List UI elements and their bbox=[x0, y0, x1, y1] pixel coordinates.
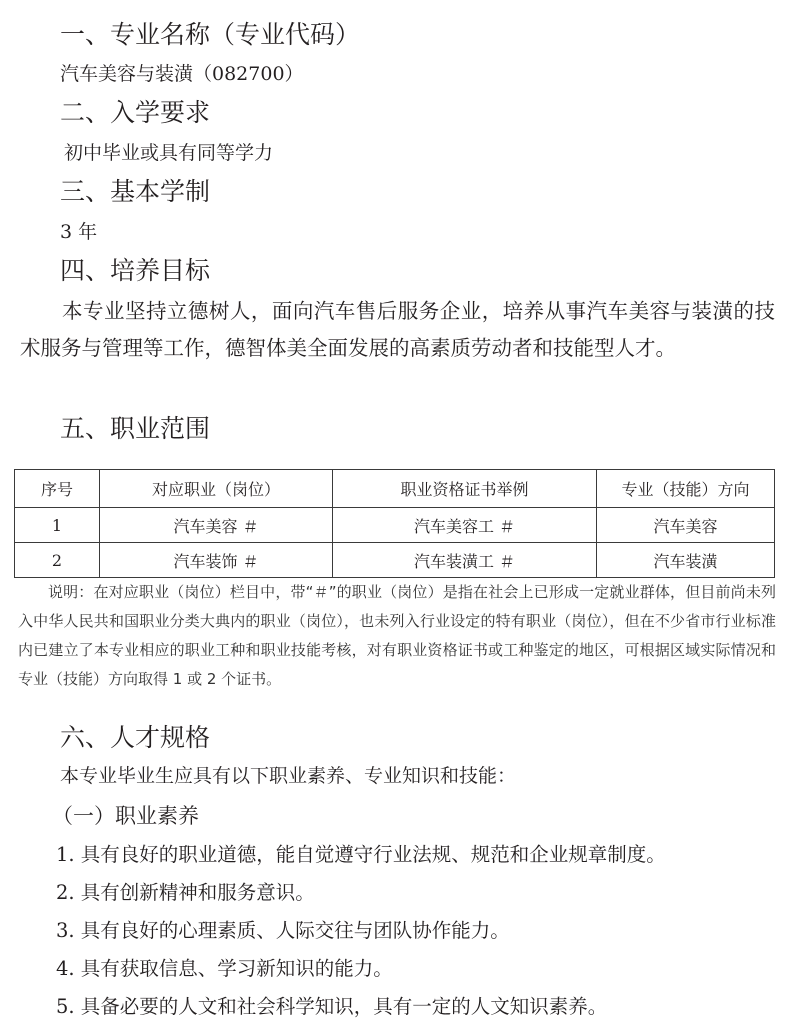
table-row bbox=[15, 543, 775, 578]
table-row bbox=[15, 508, 775, 543]
list-item: 3. 具有良好的心理素质、人际交往与团队协作能力。 bbox=[56, 919, 510, 942]
column-header: 专业（技能）方向 bbox=[597, 470, 775, 508]
heading-objective: 四、培养目标 bbox=[60, 256, 211, 285]
talent-spec-intro: 本专业毕业生应具有以下职业素养、专业知识和技能： bbox=[60, 765, 517, 787]
list-item: 5. 具备必要的人文和社会科学知识，具有一定的人文知识素养。 bbox=[56, 995, 608, 1018]
table-cell: 1 bbox=[15, 508, 100, 543]
column-header: 序号 bbox=[15, 470, 100, 508]
heading-major-name: 一、专业名称（专业代码） bbox=[60, 20, 361, 49]
duration-value: 3 年 bbox=[60, 221, 98, 243]
list-item: 1. 具有良好的职业道德，能自觉遵守行业法规、规范和企业规章制度。 bbox=[56, 843, 666, 866]
table-cell: 汽车美容 ＃ bbox=[100, 508, 333, 543]
heading-admission: 二、入学要求 bbox=[60, 98, 211, 127]
table-cell: 汽车装潢工 ＃ bbox=[333, 543, 597, 578]
table-cell: 汽车装饰 ＃ bbox=[100, 543, 333, 578]
career-table bbox=[14, 469, 775, 578]
table-cell: 汽车美容工 ＃ bbox=[333, 508, 597, 543]
admission-value: 初中毕业或具有同等学力 bbox=[64, 142, 274, 164]
table-note: 说明：在对应职业（岗位）栏目中，带“＃”的职业（岗位）是指在社会上已形成一定就业群体，但目前尚未列入中华人民共和国职业分类大典内的职业（岗位），也未列入行业设定的特有职业（岗位），但在不少省市行业标准内已建立了本专业相应的职业工种和职业技能考核，对有职业资格证书或工种鉴定的地区，可根据区域实际情况和专业（技能）方向取得 1 或 2 个证书。 bbox=[18, 583, 776, 688]
list-item: 2. 具有创新精神和服务意识。 bbox=[56, 881, 315, 904]
table-cell: 汽车装潢 bbox=[597, 543, 775, 578]
column-header: 对应职业（岗位） bbox=[100, 470, 333, 508]
objective-paragraph: 本专业坚持立德树人，面向汽车售后服务企业，培养从事汽车美容与装潢的技术服务与管理等工作，德智体美全面发展的高素质劳动者和技能型人才。 bbox=[20, 299, 775, 360]
table-cell: 2 bbox=[15, 543, 100, 578]
heading-talent-spec: 六、人才规格 bbox=[60, 723, 211, 752]
heading-duration: 三、基本学制 bbox=[60, 177, 211, 206]
major-name-value: 汽车美容与装潢（082700） bbox=[60, 63, 304, 85]
table-header-row bbox=[15, 470, 775, 508]
column-header: 职业资格证书举例 bbox=[333, 470, 597, 508]
list-item: 4. 具有获取信息、学习新知识的能力。 bbox=[56, 957, 393, 980]
heading-career-scope: 五、职业范围 bbox=[60, 414, 211, 443]
subheading-professional-quality: （一）职业素养 bbox=[52, 804, 199, 828]
table-cell: 汽车美容 bbox=[597, 508, 775, 543]
